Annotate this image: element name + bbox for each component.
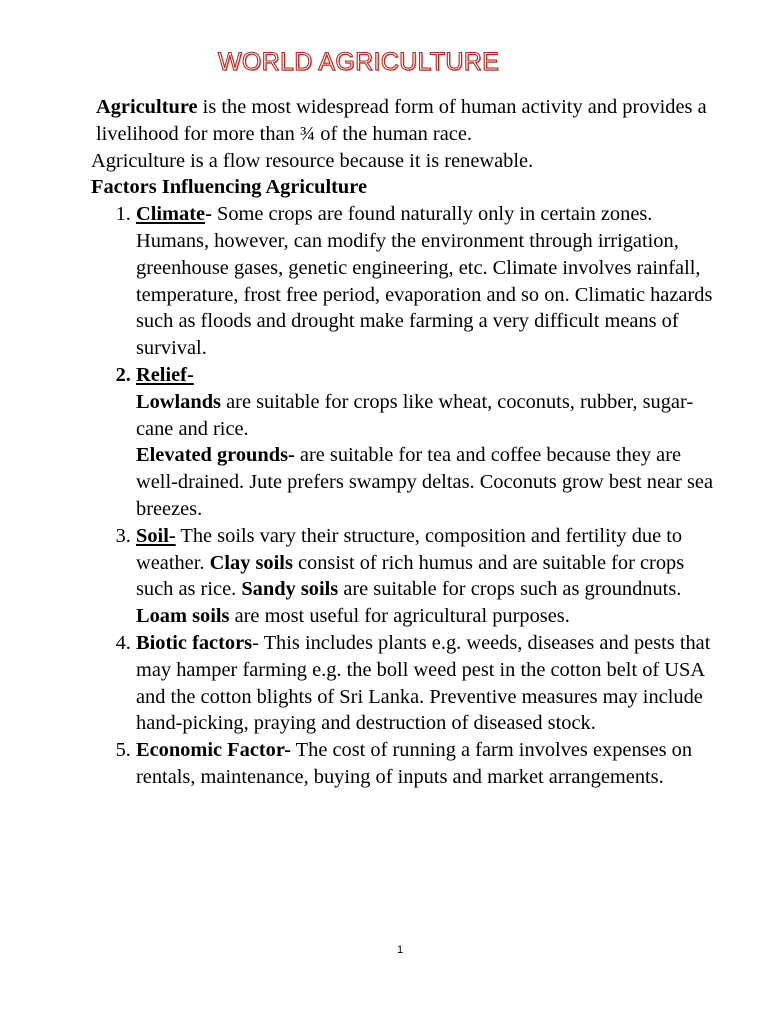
- section-heading: Factors Influencing Agriculture: [91, 176, 368, 199]
- factor-economic: [136, 737, 721, 791]
- factor-soil: [136, 523, 721, 630]
- soil-loam-term: Loam soils: [136, 605, 230, 628]
- factor-climate: [136, 201, 721, 362]
- factors-list: [91, 201, 721, 791]
- intro-term: Agriculture: [96, 96, 198, 118]
- factor-climate-name: Climate: [136, 203, 206, 226]
- soil-text-4: are most useful for agricultural purposes.: [229, 605, 570, 628]
- relief-elevated-text: are suitable for tea and coffee because they are well-drained. Jute prefers swampy deltas. Coconuts grow best near sea breezes.: [136, 444, 713, 520]
- factor-biotic-name: Biotic factors: [136, 631, 253, 654]
- factor-biotic-text: - This includes plants e.g. weeds, diseases and pests that may hamper farming e.g. the boll weed pest in the cotton belt of USA and the cotton blights of Sri Lanka. Preventive measures may include hand-picking, praying and destruction of diseased stock.: [136, 631, 711, 735]
- document-body: [91, 94, 721, 791]
- factor-climate-dash: -: [205, 203, 212, 226]
- soil-sandy-term: Sandy soils: [241, 578, 339, 601]
- factor-relief: [136, 362, 721, 523]
- factor-relief-name: Relief-: [136, 363, 194, 386]
- soil-text-2: consist of rich humus and are suitable for crops such as rice.: [136, 551, 685, 601]
- soil-text-3: are suitable for crops such as groundnuts.: [338, 578, 682, 601]
- factor-economic-name: Economic Factor-: [136, 739, 291, 762]
- intro-paragraph: [91, 94, 721, 148]
- factor-climate-text: Some crops are found naturally only in certain zones. Humans, however, can modify the environment through irrigation, greenhouse gases, genetic engineering, etc. Climate involves rainfall, temperature, frost free period, evaporation and so on. Climatic hazards such as floods and drought make farming a very difficult means of survival.: [136, 203, 713, 360]
- factor-biotic: [136, 630, 721, 737]
- relief-elevated-term: Elevated grounds-: [136, 444, 295, 467]
- page-number: 1: [396, 944, 404, 956]
- soil-text-1: The soils vary their structure, composition and fertility due to weather.: [136, 524, 683, 574]
- relief-lowlands-term: Lowlands: [136, 390, 221, 413]
- document-title: WORLD AGRICULTURE: [218, 48, 500, 76]
- intro-flow-resource: Agriculture is a flow resource because it is renewable.: [91, 149, 534, 172]
- soil-clay-term: Clay soils: [209, 551, 293, 574]
- factor-soil-name: Soil-: [136, 524, 176, 547]
- intro-text: is the most widespread form of human activity and provides a livelihood for more than ¾ of the human race.: [96, 96, 707, 145]
- relief-lowlands-text: are suitable for crops like wheat, coconuts, rubber, sugar-cane and rice.: [136, 390, 694, 440]
- factor-economic-text: The cost of running a farm involves expenses on rentals, maintenance, buying of inputs and market arrangements.: [136, 739, 693, 788]
